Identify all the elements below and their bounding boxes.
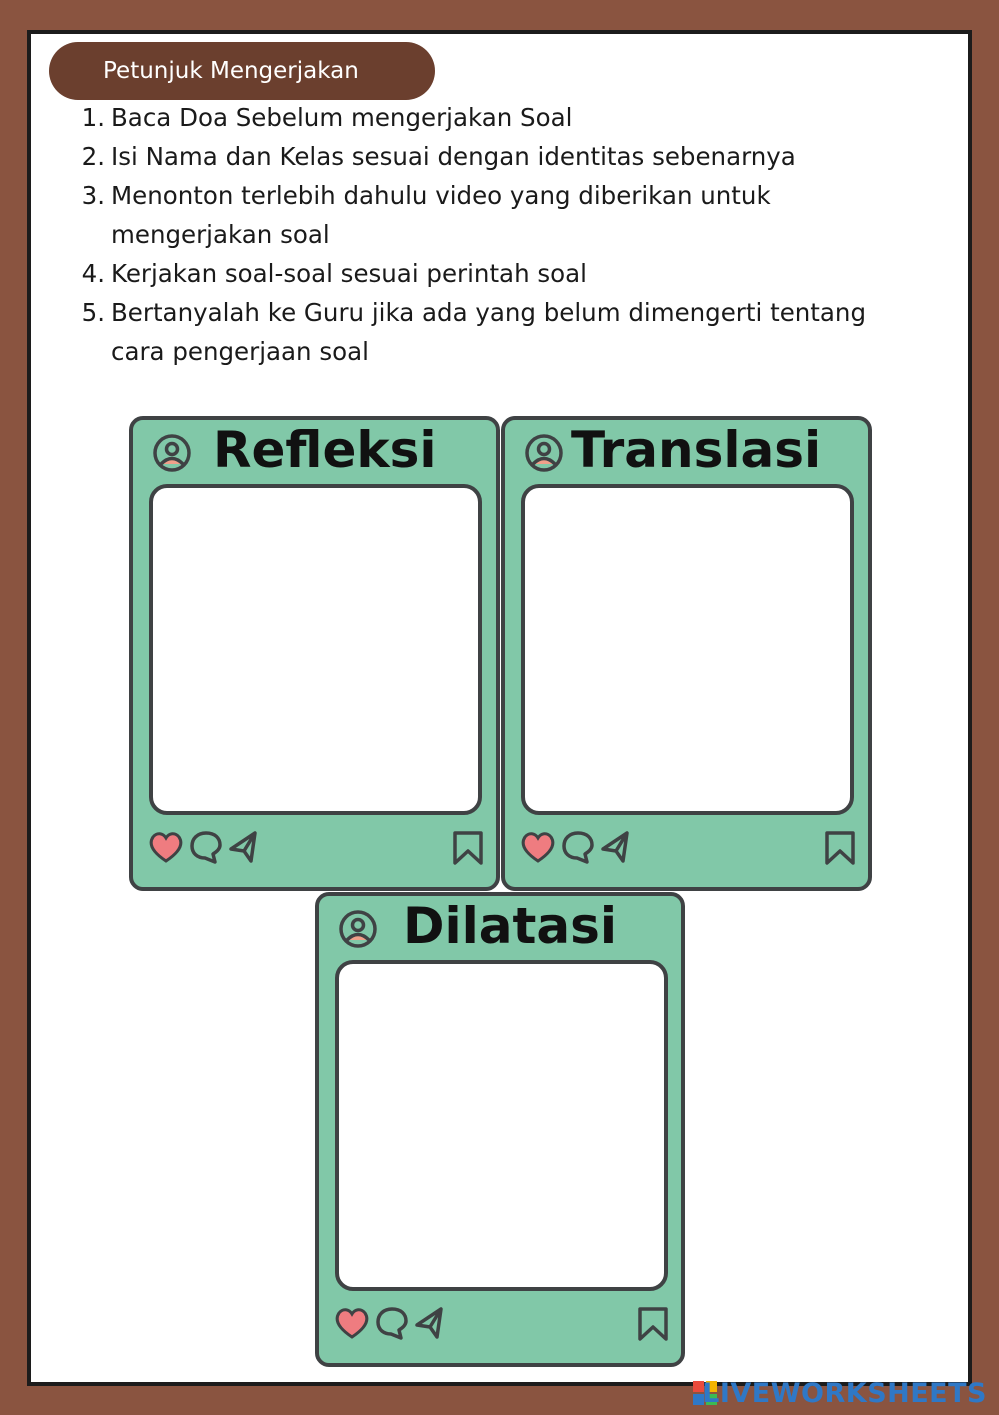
- instruction-step: 2. Isi Nama dan Kelas sesuai dengan identitas sebenarnya: [81, 142, 796, 171]
- instruction-step: 1. Baca Doa Sebelum mengerjakan Soal: [81, 103, 573, 132]
- heart-icon[interactable]: [333, 1305, 371, 1341]
- answer-box[interactable]: [521, 484, 854, 815]
- heart-icon[interactable]: [147, 829, 185, 865]
- bookmark-icon[interactable]: [823, 829, 857, 867]
- instructions-title: Petunjuk Mengerjakan: [49, 42, 435, 100]
- card-title: Refleksi: [213, 421, 437, 479]
- answer-box[interactable]: [335, 960, 668, 1291]
- card-title: Dilatasi: [403, 897, 618, 955]
- worksheet-page: [27, 30, 972, 1386]
- liveworksheets-brand[interactable]: LIVEWORKSHEETS: [702, 1378, 987, 1409]
- answer-box[interactable]: [149, 484, 482, 815]
- send-icon[interactable]: [227, 829, 259, 865]
- bookmark-icon[interactable]: [451, 829, 485, 867]
- card-translasi: [501, 416, 872, 891]
- card-refleksi: [129, 416, 500, 891]
- card-actions: [147, 829, 487, 869]
- send-icon[interactable]: [599, 829, 631, 865]
- heart-icon[interactable]: [519, 829, 557, 865]
- user-avatar-icon: [151, 432, 193, 474]
- instruction-step: 3. Menonton terlebih dahulu video yang diberikan untuk mengerjakan soal: [81, 181, 771, 249]
- comment-icon[interactable]: [375, 1305, 409, 1341]
- send-icon[interactable]: [413, 1305, 445, 1341]
- instructions-list: [67, 98, 927, 371]
- instruction-step: 5. Bertanyalah ke Guru jika ada yang belum dimengerti tentang cara pengerjaan soal: [81, 298, 866, 366]
- card-title: Translasi: [571, 421, 822, 479]
- bookmark-icon[interactable]: [636, 1305, 670, 1343]
- card-actions: [333, 1305, 673, 1345]
- comment-icon[interactable]: [189, 829, 223, 865]
- user-avatar-icon: [337, 908, 379, 950]
- user-avatar-icon: [523, 432, 565, 474]
- card-dilatasi: [315, 892, 685, 1367]
- card-actions: [519, 829, 859, 869]
- comment-icon[interactable]: [561, 829, 595, 865]
- instruction-step: 4. Kerjakan soal-soal sesuai perintah soal: [81, 259, 587, 288]
